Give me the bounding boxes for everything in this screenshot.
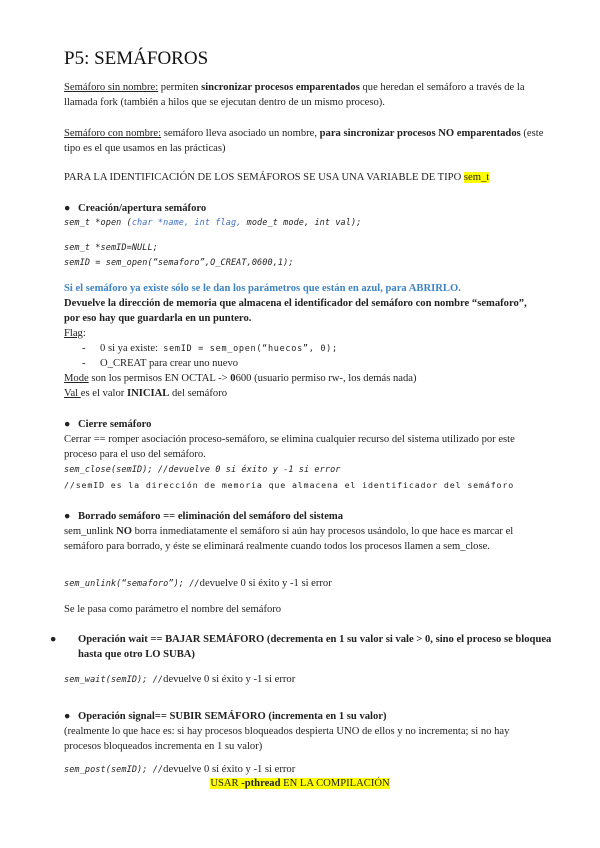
con-nombre-label: Semáforo con nombre: xyxy=(64,128,162,139)
borrado-heading: ● Borrado semáforo == eliminación del semáforo del sistema xyxy=(64,509,544,524)
bullet-icon: ● xyxy=(64,711,71,722)
intro-con-nombre: Semáforo con nombre: semáforo lleva asociado un nombre, para sincronizar procesos NO emparentados (este tipo es el que usamos en las prácticas) xyxy=(64,128,544,155)
flag-label-line: Flag: xyxy=(64,328,86,339)
intro-sin-nombre: Semáforo sin nombre: permiten sincronizar procesos emparentados que heredan el semáforo a través de la llamada fork (también a hilos que se ejecutan dentro de un mismo proceso). xyxy=(64,82,525,109)
sin-nombre-label: Semáforo sin nombre: xyxy=(64,82,159,93)
sem-t-highlight: sem_t xyxy=(463,172,490,183)
creacion-code-1: sem_t *semID=NULL; xyxy=(64,243,158,253)
borrado-desc: sem_unlink NO borra inmediatamente el semáforo si aún hay procesos usándolo, lo que hace es marcar el semáforo para borrado, y éste se eliminará realmente cuando todos los procesos llamen a sem_close. xyxy=(64,526,514,553)
wait-heading: ● Operación wait == BAJAR SEMÁFORO (decrementa en 1 su valor si vale > 0, sino el proceso se bloquea hasta que otro LO SUBA) xyxy=(50,634,552,661)
creacion-signature: sem_t *open (char *name, int flag, mode_t mode, int val); xyxy=(64,218,362,228)
wait-code: sem_wait(semID); //devuelve 0 si éxito y -1 si error xyxy=(64,674,296,685)
signal-code: sem_post(semID); //devuelve 0 si éxito y -1 si error xyxy=(64,764,296,775)
borrado-code: sem_unlink(“semaforo”); //devuelve 0 si éxito y -1 si error xyxy=(64,578,332,589)
compile-note: USAR -pthread EN LA COMPILACIÓN xyxy=(210,778,390,789)
cierre-code-2: //semID es la dirección de memoria que almacena el identificador del semáforo xyxy=(64,480,515,490)
creacion-bold-note: Devuelve la dirección de memoria que almacena el identificador del semáforo con nombre “semaforo”, por eso hay que guardarla en un puntero. xyxy=(64,298,527,325)
bullet-icon: ● xyxy=(50,634,57,645)
flag-item: - O_CREAT para crear uno nuevo xyxy=(82,358,239,369)
flag-item: - 0 si ya existe: semID = sem_open(“huecos”, 0); xyxy=(82,343,338,354)
signal-desc: (realmente lo que hace es: si hay procesos bloqueados despierta UNO de ellos y no incrementa; si no hay procesos bloqueados incrementa en 1 su valor) xyxy=(64,726,510,753)
creacion-blue-note: Si el semáforo ya existe sólo se le dan los parámetros que están en azul, para ABRIRLO. xyxy=(64,283,461,294)
intro-identificacion: PARA LA IDENTIFICACIÓN DE LOS SEMÁFOROS SE USA UNA VARIABLE DE TIPO sem_t xyxy=(64,172,490,183)
cierre-heading: ● Cierre semáforo xyxy=(64,417,544,432)
cierre-desc: Cerrar == romper asociación proceso-semáforo, se elimina cualquier recurso del sistema utilizado por este proceso para el uso del semáforo. xyxy=(64,434,515,461)
bullet-icon: ● xyxy=(64,203,71,214)
val-line: Val es el valor INICIAL del semáforo xyxy=(64,388,228,399)
cierre-code-1: sem_close(semID); //devuelve 0 si éxito y -1 si error xyxy=(64,465,341,475)
borrado-note: Se le pasa como parámetro el nombre del semáforo xyxy=(64,604,282,615)
bullet-icon: ● xyxy=(64,511,71,522)
page-title: P5: SEMÁFOROS xyxy=(64,48,209,69)
mode-line: Mode son los permisos EN OCTAL -> 0600 (usuario permiso rw-, los demás nada) xyxy=(64,373,417,384)
signal-heading: ● Operación signal== SUBIR SEMÁFORO (incrementa en 1 su valor) xyxy=(64,709,544,724)
creacion-code-2: semID = sem_open(“semaforo”,O_CREAT,0600,1); xyxy=(64,258,294,268)
bullet-icon: ● xyxy=(64,419,71,430)
creacion-heading: ● Creación/apertura semáforo xyxy=(64,201,544,216)
